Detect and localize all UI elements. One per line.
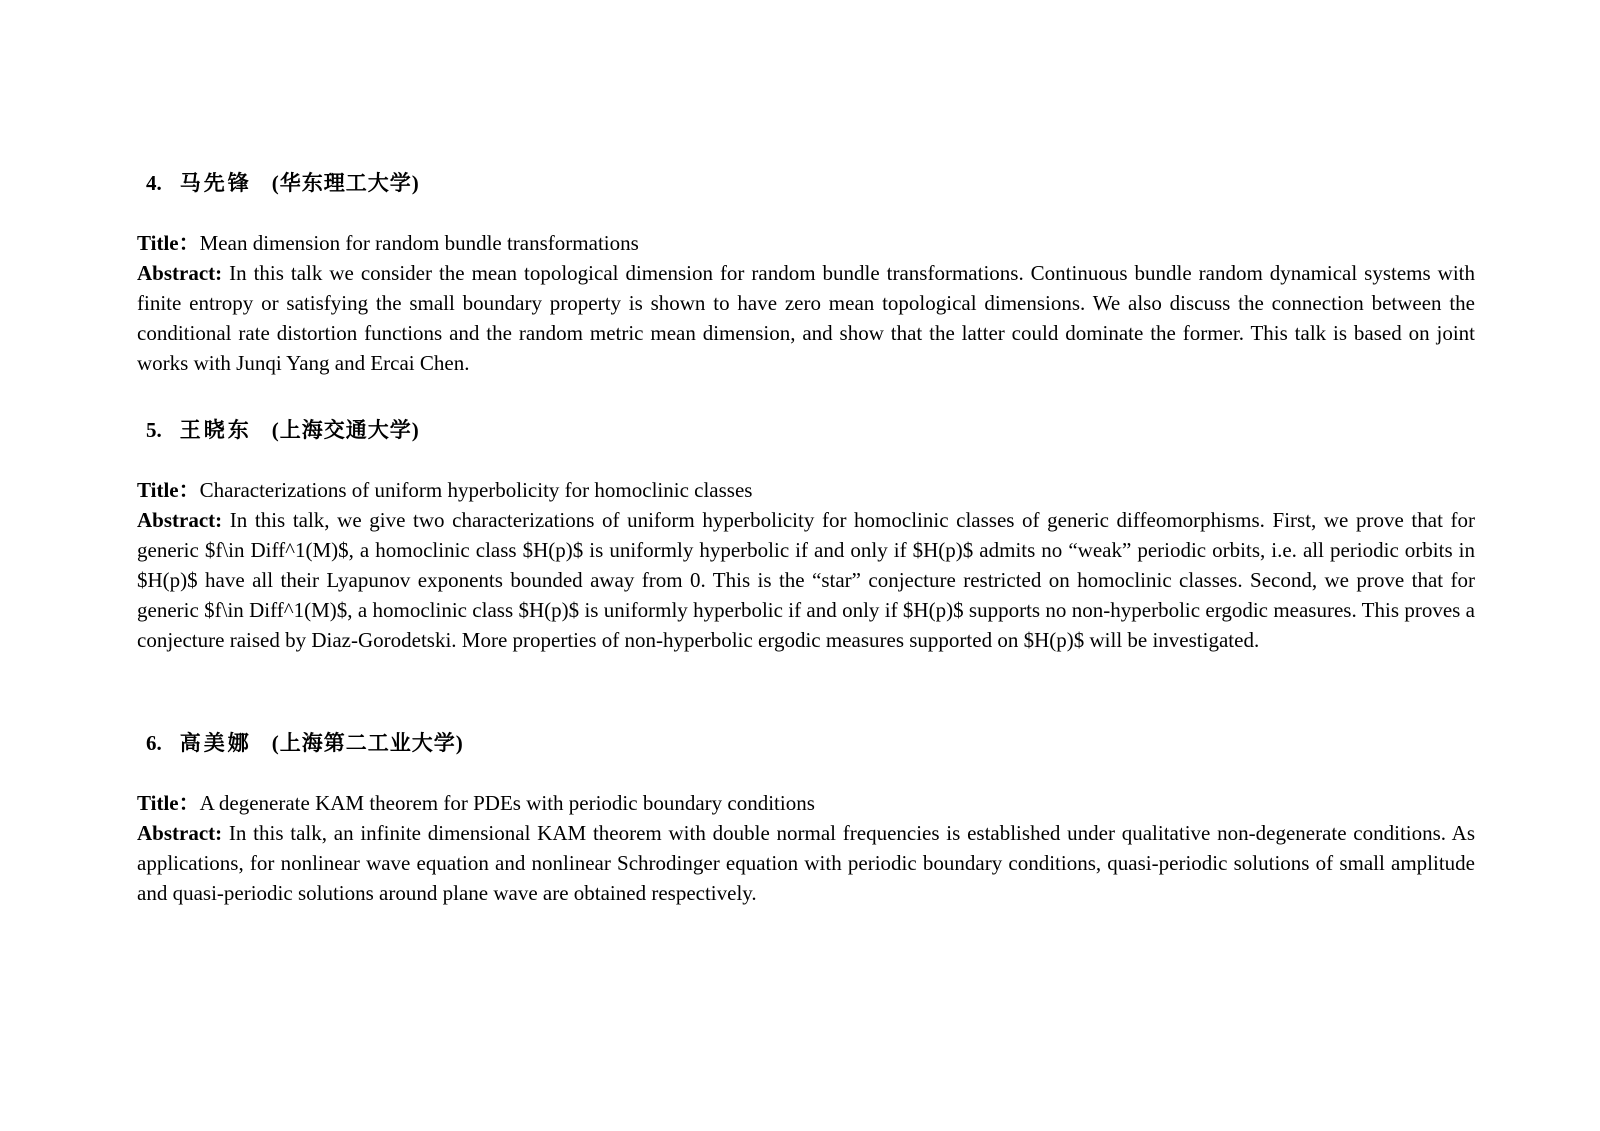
talk-number: 4. [146,171,162,195]
talk-header [137,168,1475,198]
speaker-name: 高美娜 [179,731,252,755]
talk-header [137,415,1475,445]
talk-title: Mean dimension for random bundle transformations [199,231,639,255]
title-label: Title： [137,478,200,502]
talk-entry [137,728,1475,908]
abstract-text: In this talk, we give two characterizations of uniform hyperbolicity for homoclinic classes of generic diffeomorphisms. First, we prove that for generic $f\in Diff^1(M)$, a homoclinic class $H(p)$ is uniformly hyperbolic if and only if $H(p)$ admits no “weak” periodic orbits, i.e. all periodic orbits in $H(p)$ have all their Lyapunov exponents bounded away from 0. This is the “star” conjecture restricted on homoclinic classes. Second, we prove that for generic $f\in Diff^1(M)$, a homoclinic class $H(p)$ is uniformly hyperbolic if and only if $H(p)$ supports no non-hyperbolic ergodic measures. This proves a conjecture raised by Diaz-Gorodetski. More properties of non-hyperbolic ergodic measures supported on $H(p)$ will be investigated. [137,508,1476,652]
talk-abstract [137,505,1475,655]
abstract-label: Abstract: [137,261,223,285]
speaker-name: 王晓东 [179,418,252,442]
talk-title-line [137,228,1475,258]
talk-title-line [137,475,1475,505]
talk-header [137,728,1475,758]
abstract-text: In this talk, an infinite dimensional KAM theorem with double normal frequencies is established under qualitative non-degenerate conditions. As applications, for nonlinear wave equation and nonlinear Schrodinger equation with periodic boundary conditions, quasi-periodic solutions of small amplitude and quasi-periodic solutions around plane wave are obtained respectively. [137,821,1475,905]
talk-title: A degenerate KAM theorem for PDEs with periodic boundary conditions [199,791,815,815]
talk-entry [137,168,1475,378]
talk-abstract [137,818,1475,908]
title-label: Title： [137,791,200,815]
talk-number: 5. [146,418,162,442]
talk-abstract [137,258,1475,378]
title-label: Title： [137,231,200,255]
speaker-institution: (华东理工大学) [271,171,420,195]
abstract-text: In this talk we consider the mean topological dimension for random bundle transformations. Continuous bundle random dynamical systems with finite entropy or satisfying the small boundary property is shown to have zero mean topological dimensions. We also discuss the connection between the conditional rate distortion functions and the random metric mean dimension, and show that the latter could dominate the former. This talk is based on joint works with Junqi Yang and Ercai Chen. [137,261,1475,375]
abstract-label: Abstract: [137,508,223,532]
speaker-institution: (上海第二工业大学) [271,731,464,755]
abstract-label: Abstract: [137,821,223,845]
talk-title: Characterizations of uniform hyperbolicity for homoclinic classes [199,478,753,502]
speaker-name: 马先锋 [179,171,252,195]
speaker-institution: (上海交通大学) [271,418,420,442]
talk-number: 6. [146,731,162,755]
talk-entry [137,415,1475,655]
talk-title-line [137,788,1475,818]
